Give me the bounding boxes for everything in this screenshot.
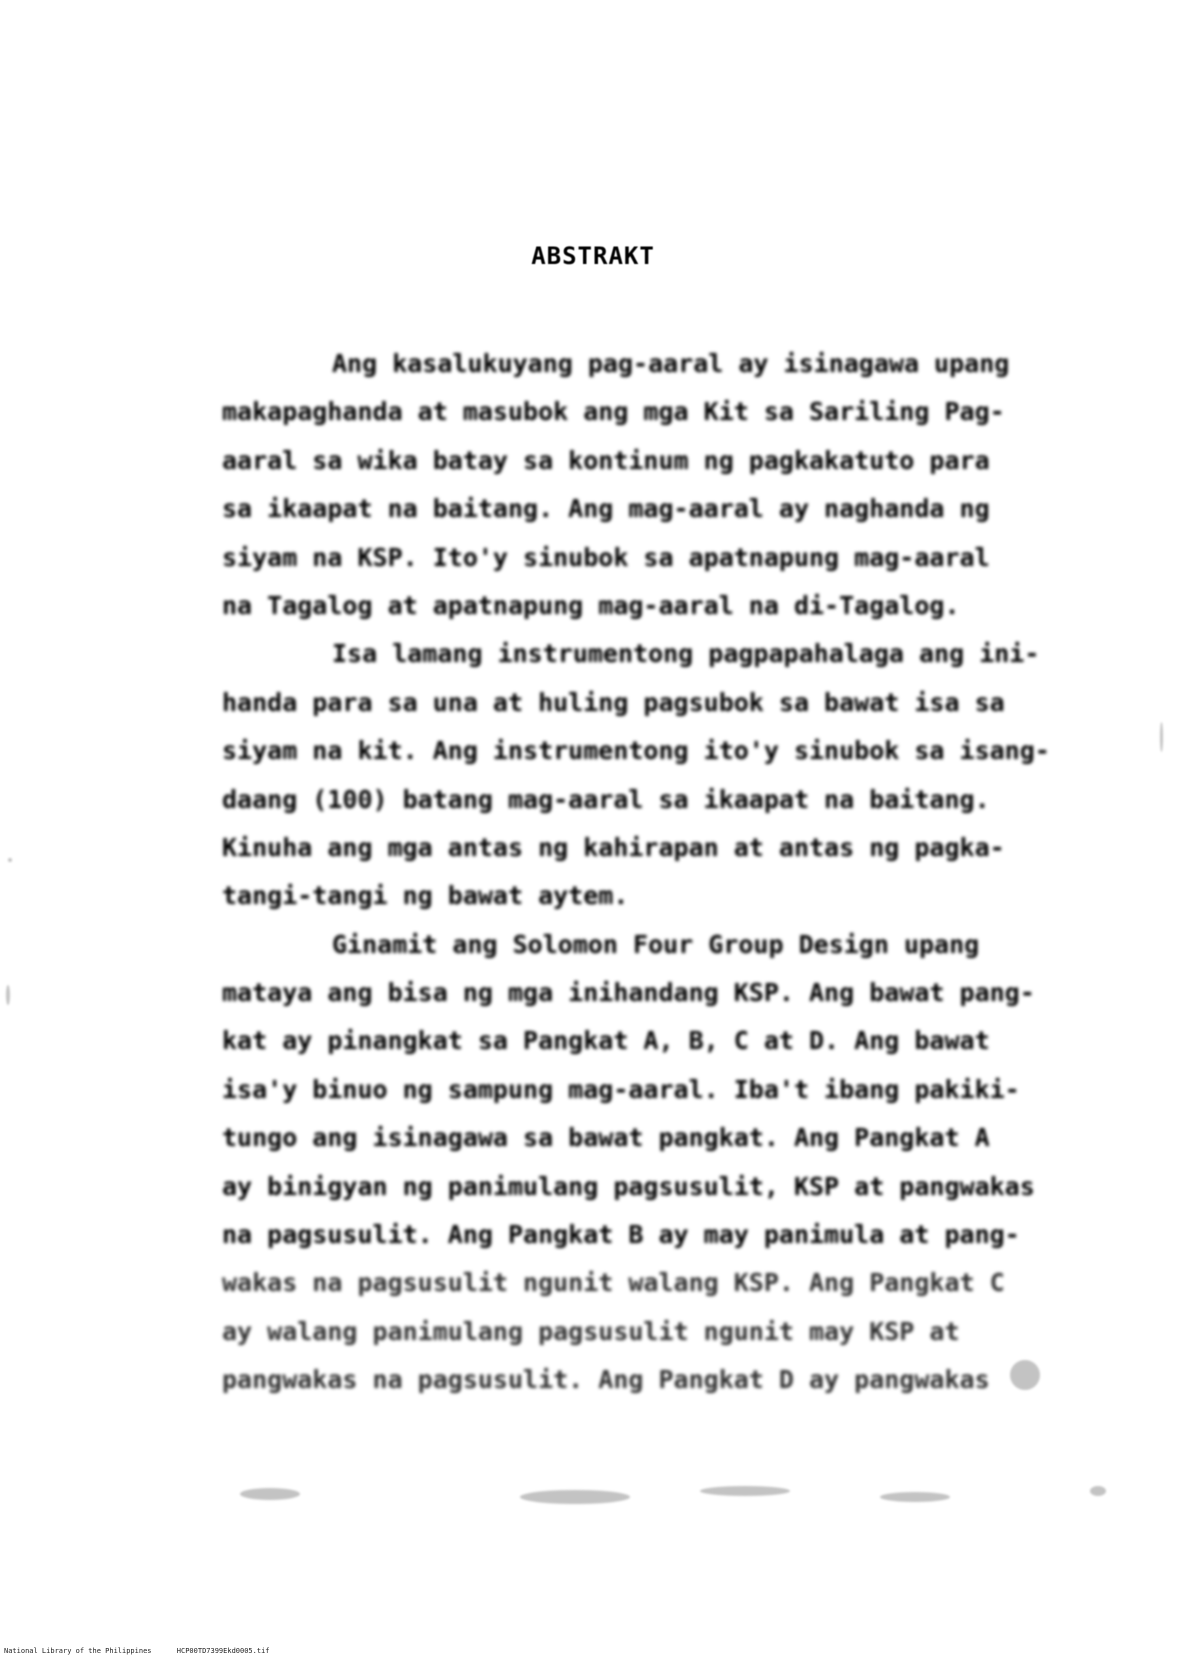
text-line: ay binigyan ng panimulang pagsusulit, KSP at pangwakas <box>222 1171 1035 1201</box>
text-line: Ginamit ang Solomon Four Group Design upang <box>332 929 980 959</box>
text-line: tungo ang isinagawa sa bawat pangkat. Ang Pangkat A <box>222 1123 990 1153</box>
text-line: siyam na kit. Ang instrumentong ito'y sinubok sa isang- <box>222 736 1050 766</box>
text-line: isa'y binuo ng sampung mag-aaral. Iba't ibang pakiki- <box>222 1074 1020 1104</box>
scan-speckle <box>1090 1486 1106 1496</box>
scan-speckle <box>1160 722 1163 752</box>
text-line: wakas na pagsusulit ngunit walang KSP. Ang Pangkat C <box>222 1268 1005 1298</box>
text-line: aaral sa wika batay sa kontinum ng pagkakatuto para <box>222 445 990 475</box>
scan-speckle <box>6 985 10 1005</box>
scan-speckle <box>880 1492 950 1502</box>
text-line: handa para sa una at huling pagsubok sa bawat isa sa <box>222 687 1005 717</box>
scan-speckle <box>240 1488 300 1500</box>
page-title: ABSTRAKT <box>531 242 655 270</box>
footer-caption: National Library of the Philippines HCP00TD7399Ekd0005.tif <box>4 1647 270 1655</box>
text-line: Ang kasalukuyang pag-aaral ay isinagawa upang <box>332 349 1010 378</box>
text-line: makapaghanda at masubok ang mga Kit sa Sariling Pag- <box>222 397 1005 427</box>
text-line: kat ay pinangkat sa Pangkat A, B, C at D. Ang bawat <box>222 1026 990 1056</box>
text-line: na pagsusulit. Ang Pangkat B ay may panimula at pang- <box>222 1220 1020 1250</box>
text-line: tangi-tangi ng bawat aytem. <box>222 881 629 911</box>
scan-speckle <box>520 1490 630 1504</box>
text-line: Kinuha ang mga antas ng kahirapan at antas ng pagka- <box>222 832 1005 862</box>
text-line: na Tagalog at apatnapung mag-aaral na di-Tagalog. <box>222 590 960 620</box>
text-line: sa ikaapat na baitang. Ang mag-aaral ay naghanda ng <box>222 494 990 524</box>
abstract-body <box>222 340 1052 1405</box>
text-line: daang (100) batang mag-aaral sa ikaapat na baitang. <box>222 784 990 814</box>
text-line: Isa lamang instrumentong pagpapahalaga ang ini- <box>332 639 1040 669</box>
text-line: mataya ang bisa ng mga inihandang KSP. Ang bawat pang- <box>222 978 1035 1008</box>
scan-speckle <box>700 1486 790 1496</box>
text-line: siyam na KSP. Ito'y sinubok sa apatnapung mag-aaral <box>222 542 990 572</box>
scan-speckle <box>1010 1360 1040 1390</box>
text-line: pangwakas na pagsusulit. Ang Pangkat D ay pangwakas <box>222 1365 990 1395</box>
text-line: ay walang panimulang pagsusulit ngunit may KSP at <box>222 1316 960 1346</box>
scan-speckle <box>8 858 12 862</box>
